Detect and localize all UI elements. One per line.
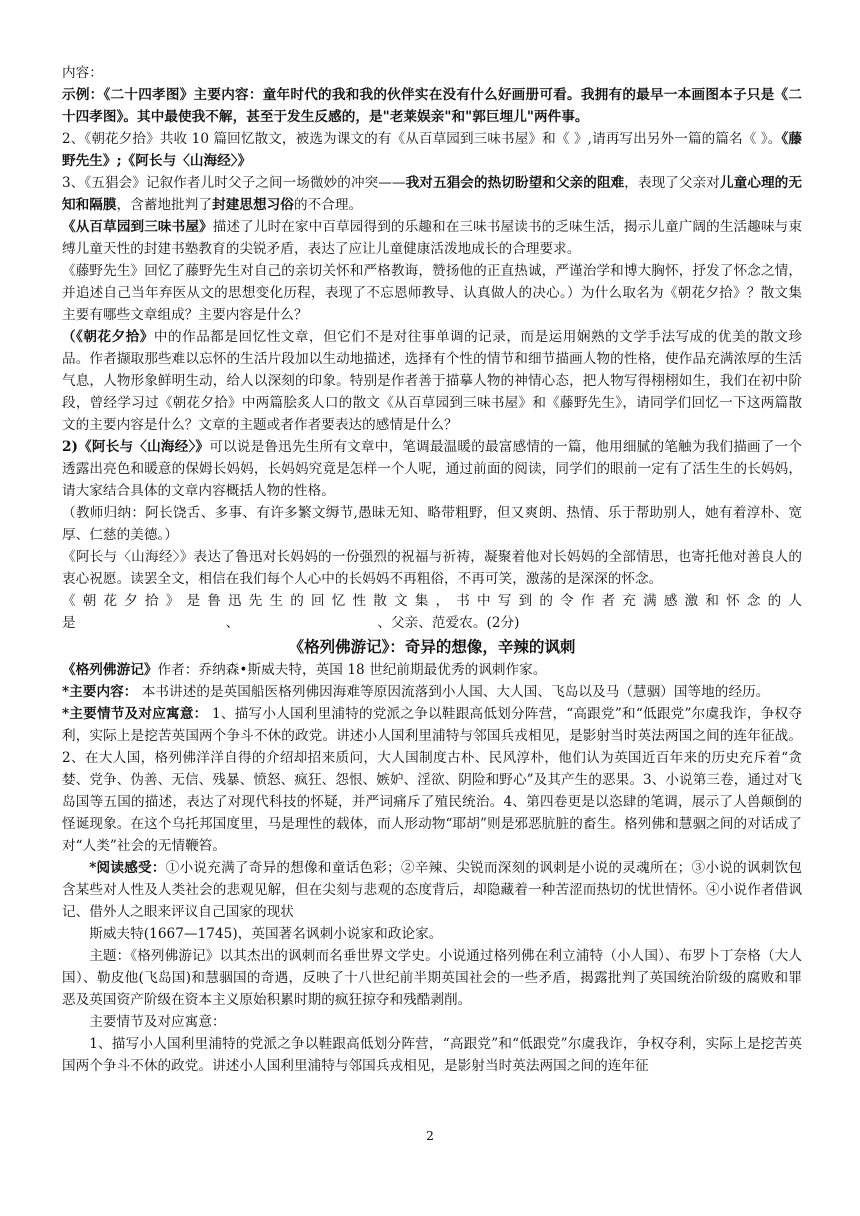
question-2-text: 2、《朝花夕拾》共收 10 篇回忆散文，被选为课文的有《从百草园到三味书屋》和《 》,请再写出另外一篇的篇名《 》。 [62, 131, 782, 147]
q3-text-1: 3、《五猖会》记叙作者儿时父子之间一场微妙的冲突—— [62, 175, 406, 191]
achang-text: 可以说是鲁迅先生所有文章中，笔调最温暖的最富感情的一篇，他用细腻的笔触为我们描画了一个透露出亮色和暖意的保姆长妈妈，长妈妈究竟是怎样一个人呢，通过前面的阅读，同学们的眼前一定有了活生生的长妈妈，请大家结合具体的文章内容概括人物的性格。 [62, 439, 802, 499]
reading-label: *阅读感受： [89, 860, 166, 876]
page-number: 2 [426, 1128, 434, 1143]
plot-text: 1、描写小人国利里浦特的党派之争以鞋跟高低划分阵营，“高跟党”和“低跟党”尔虞我诈，争权夺利，实际上是挖苦英国两个争斗不休的政党。讲述小人国利里浦特与邻国兵戎相见，是影射当时英法两国之间的连年征战。2、在大人国，格列佛洋洋自得的介绍却招来质问，大人国制度古朴、民风淳朴，他们认为英国近百年来的历史充斥着“贪婪、党争、伪善、无信、残暴、愤怒、疯狂、怨恨、嫉妒、淫欲、阴险和野心”及其产生的恶果。3、小说第三卷，通过对飞岛国等五国的描述，表达了对现代科技的怀疑，并严词痛斥了殖民统治。4、第四卷更是以恣肆的笔调，展示了人兽颠倒的怪诞现象。在这个乌托邦国度里，马是理性的载体，而人形动物“耶胡”则是邪恶肮脏的畜生。格列佛和慧骃之间的对话成了对“人类”社会的无情鞭笞。 [62, 706, 802, 854]
fill-text-1: 是 [62, 615, 76, 631]
reading-feeling [62, 857, 802, 923]
question-2 [62, 128, 802, 172]
main-content [62, 681, 802, 703]
baicaoyuan-text: 描述了儿时在家中百草园得到的乐趣和在三味书屋读书的乏味生活，揭示儿童广阔的生活趣味与束缚儿童天性的封建书塾教育的尖锐矛盾，表达了应让儿童健康活泼地成长的合理要求。 [62, 219, 802, 257]
q3-text-4: 的不合理。 [293, 197, 363, 213]
tengye-paragraph: 《藤野先生》回忆了藤野先生对自己的亲切关怀和严格教诲，赞扬他的正直热诚，严谨治学和博大胸怀，抒发了怀念之情，并追述自己当年弃医从文的思想变化历程，表现了不忘恩师教导、认真做人的决心。）为什么取名为《朝花夕拾》？散文集主要有哪些文章组成？主要内容是什么？ [62, 263, 802, 323]
theme-paragraph: 主题：《格列佛游记》以其杰出的讽刺而名垂世界文学史。小说通过格列佛在利立浦特（小人国）、布罗卜丁奈格（大人国）、勒皮他(飞岛国)和慧骃国的奇遇，反映了十八世纪前半期英国社会的一些矛盾，揭露批判了英国统治阶级的腐败和罪恶及英国资产阶级在资本主义原始积累时期的疯狂掠夺和残酷剥削。 [62, 948, 802, 1008]
baicaoyuan-paragraph [62, 216, 802, 260]
baicaoyuan-title: 《从百草园到三味书屋》 [62, 219, 213, 235]
gulliver-author-text: 作者：乔纳森•斯威夫特，英国 18 世纪前期最优秀的讽刺作家。 [157, 662, 547, 678]
q3-bold-2: 儿童心理的无知和隔膜 [62, 175, 802, 213]
gulliver-title: 《格列佛游记》 [62, 662, 158, 678]
fill-question-line-1: 《朝花夕拾》是鲁迅先生的回忆性散文集，书中写到的令作者充满感激和怀念的人 [62, 593, 802, 609]
achang-paragraph [62, 436, 802, 502]
question-2-answer: 《藤野先生》;《阿长与〈山海经〉》 [62, 131, 802, 169]
gulliver-author [62, 659, 802, 681]
achang-summary: 《阿长与〈山海经〉》表达了鲁迅对长妈妈的一份强烈的祝福与祈祷，凝聚着他对长妈妈的全部情思，也寄托他对善良人的衷心祝愿。读罢全文，相信在我们每个人心中的长妈妈不再粗俗，不再可笑，激荡的是深深的怀念。 [62, 549, 802, 587]
zhaohua-title: （《朝花夕拾》 [62, 329, 154, 345]
plot2-text: 1、描写小人国利里浦特的党派之争以鞋跟高低划分阵营，“高跟党”和“低跟党”尔虞我诈，争权夺利，实际上是挖苦英国两个争斗不休的政党。讲述小人国利里浦特与邻国兵戎相见，是影射当时英法两国之间的连年征 [62, 1036, 802, 1074]
main-content-label: *主要内容： [62, 684, 138, 700]
example-paragraph: 示例：《二十四孝图》主要内容：童年时代的我和我的伙伴实在没有什么好画册可看。我拥有的最早一本画图本子只是《二十四孝图》。其中最使我不解，甚至于发生反感的，是"老莱娱亲"和"郭巨埋儿"两件事。 [62, 87, 802, 125]
q3-text-2: ，表现了父亲对 [624, 175, 720, 191]
q3-bold-1: 我对五猖会的热切盼望和父亲的阻难 [405, 175, 625, 191]
zhaohua-text: 中的作品都是回忆性文章，但它们不是对往事单调的记录，而是运用娴熟的文学手法写成的优美的散文珍品。作者撷取那些难以忘怀的生活片段加以生动地描述，选择有个性的情节和细节描画人物的性格，使作品充满浓厚的生活气息，人物形象鲜明生动，给人以深刻的印象。特别是作者善于描摹人物的神情心态，把人物写得栩栩如生，我们在初中阶段，曾经学习过《朝花夕拾》中两篇脍炙人口的散文《从百草园到三味书屋》和《藤野先生》，请同学们回忆一下这两篇散文的主要内容是什么？文章的主题或者作者要表达的感情是什么？ [62, 329, 803, 433]
teacher-summary: （教师归纳：阿长饶舌、多事、有许多繁文缛节,愚昧无知、略带粗野，但又爽朗、热情、乐于帮助别人，她有着淳朴、宽厚、仁慈的美德。） [62, 505, 802, 543]
fill-text-3: 、父亲、范爱农。(2分) [377, 615, 520, 631]
plot-section [62, 703, 802, 857]
achang-title: 2)《阿长与〈山海经〉》 [62, 439, 210, 455]
question-3 [62, 172, 802, 216]
section-title: 《格列佛游记》：奇异的想像，辛辣的讽刺 [288, 638, 576, 656]
document-page [62, 62, 802, 1077]
q3-bold-3: 封建思想习俗 [212, 197, 294, 213]
plot-label: *主要情节及对应寓意： [62, 706, 208, 722]
q3-text-3: ，含蓄地批判了 [116, 197, 213, 213]
zhaohua-paragraph [62, 326, 802, 436]
reading-text: ①小说充满了奇异的想像和童话色彩；②辛辣、尖锐而深刻的讽刺是小说的灵魂所在；③小说的讽刺饮包含某些对人性及人类社会的悲观见解，但在尖刻与悲观的态度背后，却隐藏着一种苦涩而热切的忧世情怀。④小说作者借讽记、借外人之眼来评议自己国家的现状 [62, 860, 803, 920]
plot2-label: 主要情节及对应寓意： [89, 1014, 226, 1030]
fill-text-2: 、 [225, 615, 240, 631]
main-content-text: 本书讲述的是英国船医格列佛因海难等原因流落到小人国、大人国、飞岛以及马（慧骃）国等地的经历。 [137, 684, 770, 700]
fill-question-line-2 [62, 612, 802, 634]
swift-intro: 斯威夫特(1667—1745)，英国著名讽刺小说家和政论家。 [89, 926, 443, 942]
content-label: 内容： [62, 65, 103, 81]
